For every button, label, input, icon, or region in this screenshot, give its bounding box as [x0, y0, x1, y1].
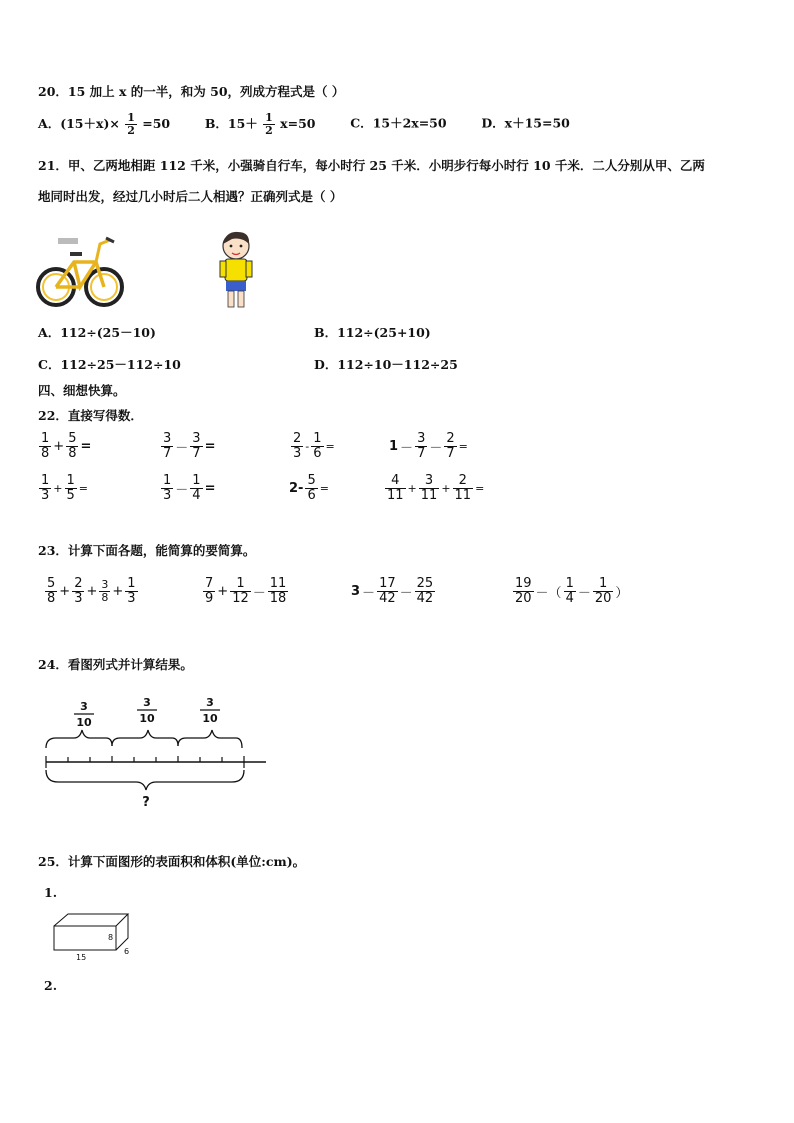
q23-stem: 23．计算下面各题，能简算的要简算。: [38, 543, 256, 558]
q25-item-2: 2.: [44, 978, 58, 993]
boy-picture: [212, 228, 260, 312]
q21-option-b[interactable]: B．112÷(25+10): [314, 325, 431, 340]
segment-3-den: 10: [202, 712, 218, 725]
q21-option-d[interactable]: D．112÷10－112÷25: [314, 357, 458, 372]
segment-2-den: 10: [139, 712, 155, 725]
cuboid-diagram: [50, 910, 134, 964]
q20-option-c[interactable]: C．15＋2x=50: [350, 115, 447, 131]
segment-3-num: 3: [206, 696, 214, 709]
q20-option-d[interactable]: D．x＋15=50: [481, 115, 570, 131]
q23-expr-1: $\frac{5}{8}$ + $\frac{2}{3}$ + $\frac{3}{8}$ + $\frac{1}{3}$: [47, 576, 136, 606]
segment-1-num: 3: [80, 700, 88, 713]
q20-stem: 20．15 加上 x 的一半，和为 50，列成方程式是（ ）: [38, 84, 345, 99]
q21-option-c[interactable]: C．112÷25－112÷10: [38, 357, 181, 372]
q21-stem-line1: 21．甲、乙两地相距 112 千米，小强骑自行车，每小时行 25 千米．小明步行每小时行 10 千米．二人分别从甲、乙两: [38, 158, 705, 173]
q20-options: [38, 112, 570, 136]
q23-expr-3: 3 － $\frac{17}{42}$ － $\frac{25}{42}$: [351, 576, 434, 606]
q24-stem: 24．看图列式并计算结果。: [38, 657, 193, 672]
q20-option-a[interactable]: A．(15＋x)× $\frac{1}{2}$ =50: [38, 111, 171, 137]
q22-eq-r1c2: $\frac{3}{7}$ － $\frac{3}{7}$ =: [163, 431, 216, 461]
q22-eq-r1c3: $\frac{2}{3}$ - $\frac{1}{6}$ =: [293, 431, 335, 461]
unknown-mark: ?: [142, 795, 150, 810]
q22-eq-r2c2: $\frac{1}{3}$ － $\frac{1}{4}$ =: [163, 473, 216, 503]
q22-eq-r2c3: 2- $\frac{5}{6}$ =: [289, 473, 329, 503]
cuboid-length-label: 15: [76, 953, 87, 962]
q21-option-a[interactable]: A．112÷(25－10): [38, 325, 156, 340]
cuboid-height-label: 8: [108, 933, 114, 942]
q22-stem: 22．直接写得数．: [38, 408, 143, 423]
q22-eq-r1c1: $\frac{1}{8}$ + $\frac{5}{8}$ =: [41, 431, 92, 461]
segment-2-num: 3: [143, 696, 151, 709]
q22-eq-r2c4: $\frac{4}{11}$ + $\frac{3}{11}$ + $\frac{2}{11}$ =: [387, 473, 485, 503]
q23-expr-4: $\frac{19}{20}$ －（ $\frac{1}{4}$ － $\frac{1}{20}$ ）: [515, 576, 629, 606]
q22-eq-r1c4: 1 － $\frac{3}{7}$ － $\frac{2}{7}$ =: [389, 431, 468, 461]
q22-eq-r2c1: $\frac{1}{3}$ + $\frac{1}{5}$ =: [41, 473, 88, 503]
brace-number-line: [40, 690, 272, 812]
q25-stem: 25．计算下面图形的表面积和体积(单位:cm)。: [38, 854, 306, 869]
section-heading: 四、细想快算。: [38, 383, 126, 398]
bicycle-picture: [36, 232, 124, 310]
q20-option-b[interactable]: B．15＋ $\frac{1}{2}$ x=50: [204, 111, 316, 137]
segment-1-den: 10: [76, 716, 92, 729]
q23-expr-2: $\frac{7}{9}$ + $\frac{1}{12}$ － $\frac{11}{18}$: [205, 576, 287, 606]
q21-stem-line2: 地同时出发，经过几小时后二人相遇？正确列式是（ ）: [38, 189, 343, 204]
q25-item-1: 1.: [44, 885, 58, 900]
cuboid-width-label: 6: [124, 947, 130, 956]
